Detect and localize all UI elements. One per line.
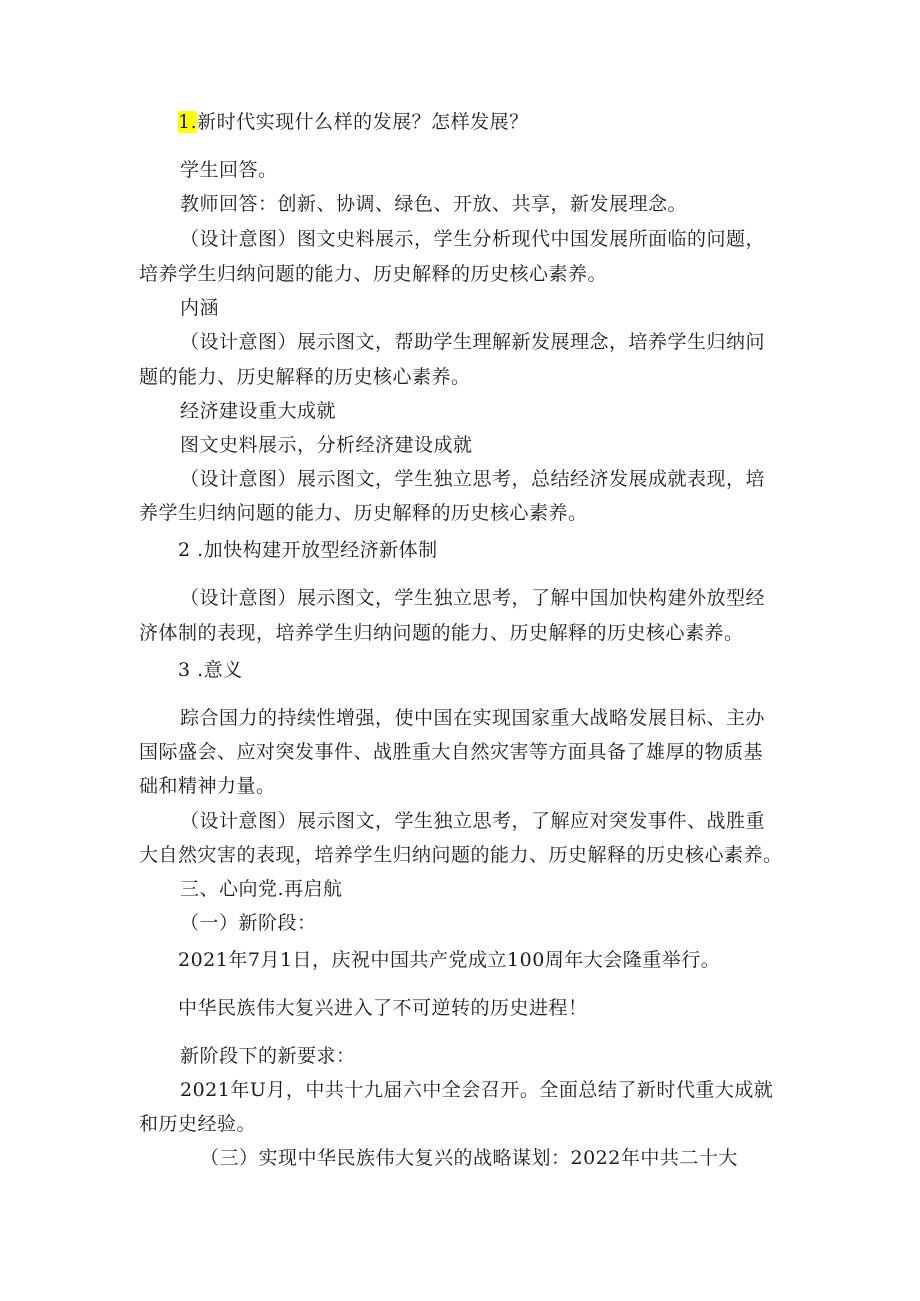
paragraph: 学生回答。	[180, 159, 278, 181]
paragraph: 2021年7月1日，庆祝中国共产党成立100周年大会隆重举行。	[178, 949, 721, 971]
subsection-heading: （三）实现中华民族伟大复兴的战略谋划：2022年中共二十大	[200, 1147, 738, 1169]
heading-3: 3 .意义	[178, 659, 243, 681]
paragraph: 题的能力、历史解释的历史核心素养。	[139, 366, 471, 388]
paragraph: （设计意图）展示图文，学生独立思考，了解应对突发事件、战胜重	[180, 810, 766, 832]
paragraph: 大自然灾害的表现，培养学生归纳问题的能力、历史解释的历史核心素养。	[139, 844, 783, 866]
paragraph: 国际盛会、应对突发事件、战胜重大自然灾害等方面具备了雄厚的物质基	[139, 741, 764, 763]
paragraph: 新阶段下的新要求：	[180, 1045, 356, 1067]
subheading: 内涵	[180, 297, 220, 319]
subsection-heading: （一）新阶段：	[180, 912, 317, 934]
heading-1: 1.新时代实现什么样的发展？怎样发展？	[178, 111, 529, 133]
paragraph: 和历史经验。	[139, 1113, 257, 1135]
paragraph: （设计意图）展示图文，学生独立思考，总结经济发展成就表现，培	[180, 468, 766, 490]
paragraph: 养学生归纳问题的能力、历史解释的历史核心素养。	[139, 502, 588, 524]
paragraph: 济体制的表现，培养学生归纳问题的能力、历史解释的历史核心素养。	[139, 622, 744, 644]
paragraph: （设计意图）展示图文，学生独立思考，了解中国加快构建外放型经	[180, 587, 766, 609]
heading-2: 2 .加快构建开放型经济新体制	[178, 539, 438, 561]
paragraph: 础和精神力量。	[139, 775, 276, 797]
paragraph: （设计意图）展示图文，帮助学生理解新发展理念，培养学生归纳问	[180, 331, 766, 353]
paragraph: 踪合国力的持续性增强，使中国在实现国家重大战略发展目标、主办	[180, 707, 766, 729]
subheading: 经济建设重大成就	[180, 400, 337, 422]
section-heading: 三、心向党.再启航	[180, 878, 343, 900]
paragraph: 教师回答：创新、协调、绿色、开放、共享，新发展理念。	[180, 193, 688, 215]
paragraph: 培养学生归纳问题的能力、历史解释的历史核心素养。	[139, 263, 608, 285]
highlight-mark: 1.	[178, 111, 198, 133]
paragraph: （设计意图）图文史料展示，学生分析现代中国发展所面临的问题，	[180, 228, 766, 250]
paragraph: 2021年U月，中共十九届六中全会召开。全面总结了新时代重大成就	[180, 1079, 774, 1101]
paragraph: 图文史料展示，分析经济建设成就	[180, 434, 473, 456]
paragraph: 中华民族伟大复兴进入了不可逆转的历史进程！	[178, 997, 588, 1019]
